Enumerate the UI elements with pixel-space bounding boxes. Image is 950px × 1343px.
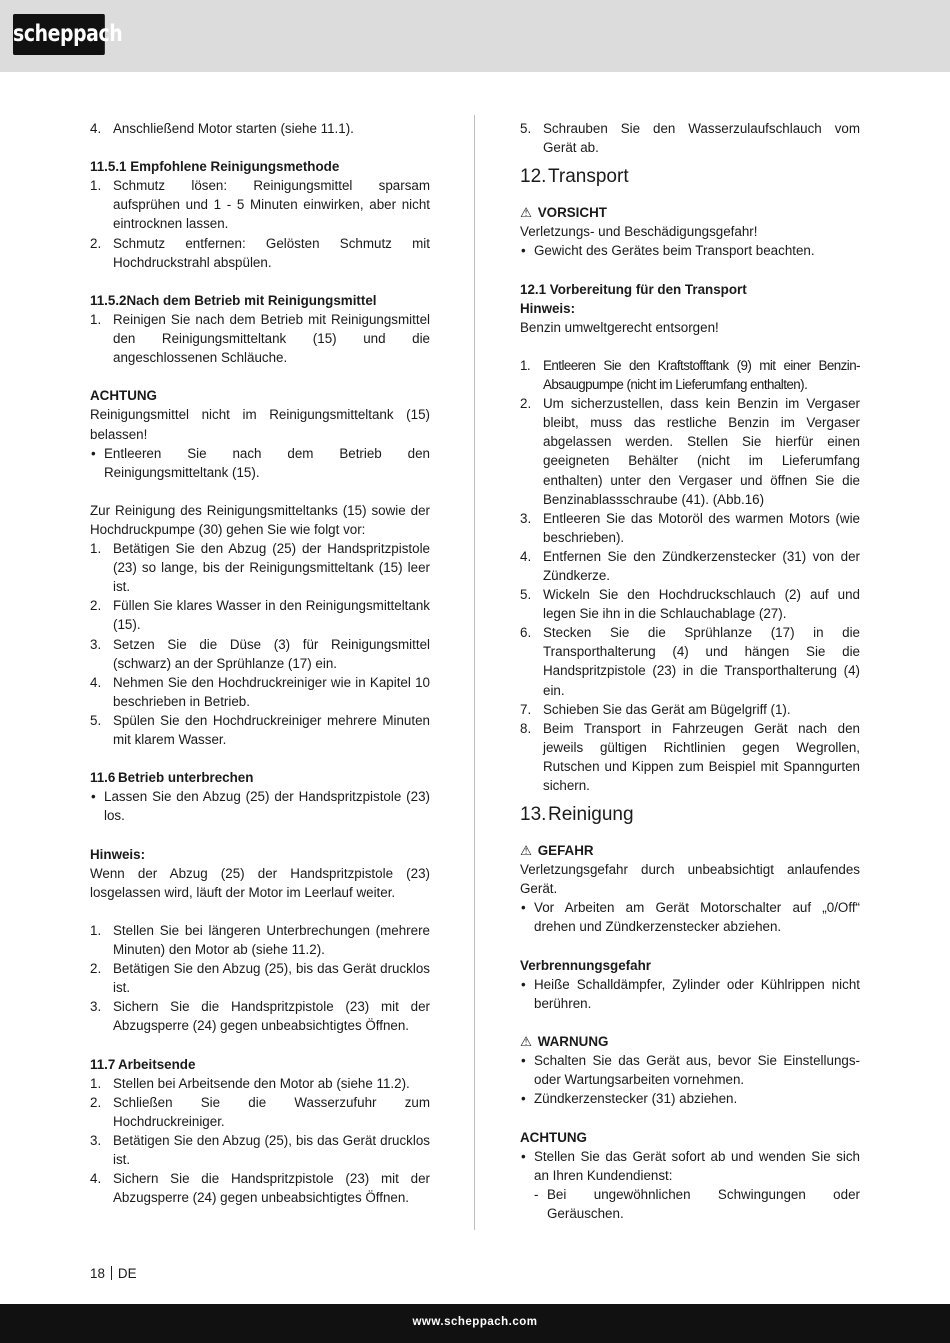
bullet-item: • Heiße Schalldämpfer, Zylinder oder Kühlrippen nicht berühren. (521, 976, 860, 1011)
section-heading-11-7: 11.7 Arbeitsende (90, 1056, 196, 1072)
warning-icon: ⚠ (520, 843, 533, 859)
list-item: 4. Entfernen Sie den Zündkerzenstecker (31) von der Zündkerze. (520, 548, 860, 583)
dash-item: - Bei ungewöhnlichen Schwingungen oder Geräuschen. (534, 1186, 860, 1221)
website-link[interactable]: www.scheppach.com (412, 1316, 538, 1328)
left-column (90, 119, 430, 1207)
list-item: 4. Nehmen Sie den Hochdruckreiniger wie in Kapitel 10 beschrieben in Betrieb. (90, 674, 430, 709)
section-heading-11-6: 11.6 Betrieb unterbrechen (90, 770, 254, 786)
vorsicht-text: Verletzungs- und Beschädigungsgefahr! (520, 224, 758, 240)
list-item: 2. Füllen Sie klares Wasser in den Reinigungsmitteltank (15). (90, 598, 430, 633)
hinweis-heading: Hinweis: (90, 846, 146, 862)
section-heading-11-5-1: 11.5.1 Empfohlene Reinigungsmethode (90, 159, 340, 175)
list-item: 6. Stecken Sie die Sprühlanze (17) in die Transporthalterung (4) und hängen Sie die Handspritzpistole (23) in die Transporthalterung (4) ein. (520, 625, 860, 698)
list-item: 3. Sichern Sie die Handspritzpistole (23) mit der Abzugsperre (24) gegen unbeabsichtigtes Öffnen. (90, 999, 430, 1034)
warning-icon: ⚠ (520, 205, 533, 221)
achtung-heading: ACHTUNG (520, 1129, 587, 1145)
list-item: 1. Entleeren Sie den Kraftstofftank (9) mit einer Benzin-Absaugpumpe (nicht im Lieferumfang enthalten). (520, 357, 860, 393)
hinweis-text: Benzin umweltgerecht entsorgen! (520, 319, 719, 335)
hinweis-heading: Hinweis: (520, 300, 576, 316)
brand-logo: scheppach (13, 14, 105, 55)
list-item: 7. Schieben Sie das Gerät am Bügelgriff (1). (520, 701, 791, 717)
list-item: 3. Entleeren Sie das Motoröl des warmen Motors (wie beschrieben). (520, 510, 860, 545)
gefahr-heading: ⚠ GEFAHR (520, 841, 860, 860)
bullet-item: • Schalten Sie das Gerät aus, bevor Sie Einstellungs- oder Wartungsarbeiten vornehmen. (521, 1053, 860, 1088)
hinweis-text: Wenn der Abzug (25) der Handspritzpistole (23) losgelassen wird, läuft der Motor im Leerlauf weiter. (90, 865, 430, 900)
bullet-item: • Entleeren Sie nach dem Betrieb den Reinigungsmitteltank (15). (91, 445, 430, 480)
list-item: 3. Setzen Sie die Düse (3) für Reinigungsmittel (schwarz) an der Sprühlanze (17) ein. (90, 636, 430, 671)
section-heading-11-5-2: 11.5.2Nach dem Betrieb mit Reinigungsmittel (90, 292, 377, 308)
bullet-item: • Stellen Sie das Gerät sofort ab und wenden Sie sich an Ihren Kundendienst: (521, 1148, 860, 1183)
page-number: 18 DE (90, 1266, 137, 1281)
list-item: 2. Schließen Sie die Wasserzufuhr zum Hochdruckreiniger. (90, 1094, 430, 1129)
right-column (520, 119, 860, 1223)
section-heading-12-1: 12.1 Vorbereitung für den Transport (520, 281, 747, 297)
list-item: 8. Beim Transport in Fahrzeugen Gerät nach den jeweils gültigen Richtlinien gegen Wegrollen, Rutschen und Kippen zum Beispiel mit Spanngurten sichern. (520, 720, 860, 793)
chapter-heading-13: 13.Reinigung (520, 804, 634, 826)
header-band (0, 0, 950, 72)
list-item: 1. Betätigen Sie den Abzug (25) der Handspritzpistole (23) so lange, bis der Reinigungsmitteltank (15) leer ist. (90, 541, 430, 595)
gefahr-text: Verletzungsgefahr durch unbeabsichtigt anlaufendes Gerät. (520, 862, 860, 897)
list-item: 2. Betätigen Sie den Abzug (25), bis das Gerät drucklos ist. (90, 961, 430, 996)
bullet-item: • Lassen Sie den Abzug (25) der Handspritzpistole (23) los. (91, 789, 430, 824)
list-item: 5. Spülen Sie den Hochdruckreiniger mehrere Minuten mit klarem Wasser. (90, 712, 430, 747)
bullet-item: • Gewicht des Gerätes beim Transport beachten. (521, 243, 815, 259)
list-item: 2. Um sicherzustellen, dass kein Benzin im Vergaser bleibt, muss das restliche Benzin im Vergaser abgelassen werden. Stellen Sie hierfür einen geeigneten Behälter (nicht im Lieferumfang enthalten) unter den Vergaser und öffnen Sie die Benzinablassschraube (41). (Abb.16) (520, 396, 860, 507)
list-item: 4. Sichern Sie die Handspritzpistole (23) mit der Abzugsperre (24) gegen unbeabsichtigtes Öffnen. (90, 1171, 430, 1206)
vorsicht-heading: ⚠ VORSICHT (520, 203, 860, 222)
bullet-item: • Vor Arbeiten am Gerät Motorschalter auf „0/Off“ drehen und Zündkerzenstecker abziehen. (521, 900, 860, 935)
column-divider (474, 115, 475, 1230)
list-item: 3. Betätigen Sie den Abzug (25), bis das Gerät drucklos ist. (90, 1132, 430, 1168)
chapter-heading-12: 12.Transport (520, 166, 629, 188)
list-item: 5. Schrauben Sie den Wasserzulaufschlauch vom Gerät ab. (520, 121, 860, 156)
achtung-text: Reinigungsmittel nicht im Reinigungsmitteltank (15) belassen! (90, 407, 430, 442)
list-item: 1. Reinigen Sie nach dem Betrieb mit Reinigungsmittel den Reinigungsmitteltank (15) und die angeschlossenen Schläuche. (90, 311, 430, 366)
list-item: 2. Schmutz entfernen: Gelösten Schmutz mit Hochdruckstrahl abspülen. (90, 235, 430, 270)
verbrennung-heading: Verbrennungsgefahr (520, 957, 651, 973)
list-item: 4. Anschließend Motor starten (siehe 11.1). (90, 121, 354, 136)
separator (111, 1266, 112, 1280)
bullet-item: • Zündkerzenstecker (31) abziehen. (521, 1091, 738, 1107)
list-item: 1. Stellen Sie bei längeren Unterbrechungen (mehrere Minuten) den Motor ab (siehe 11.2). (90, 922, 430, 958)
list-item: 1. Stellen bei Arbeitsende den Motor ab (siehe 11.2). (90, 1075, 410, 1091)
cleaning-intro: Zur Reinigung des Reinigungsmitteltanks (15) sowie der Hochdruckpumpe (30) gehen Sie wie folgt vor: (90, 502, 430, 537)
list-item: 1. Schmutz lösen: Reinigungsmittel sparsam aufsprühen und 1 - 5 Minuten einwirken, aber nicht eintrocknen lassen. (90, 178, 430, 232)
achtung-heading: ACHTUNG (90, 388, 157, 404)
list-item: 5. Wickeln Sie den Hochdruckschlauch (2) auf und legen Sie ihn in die Schlauchablage (27). (520, 587, 860, 622)
warning-icon: ⚠ (520, 1034, 533, 1050)
warnung-heading: ⚠ WARNUNG (520, 1032, 860, 1051)
